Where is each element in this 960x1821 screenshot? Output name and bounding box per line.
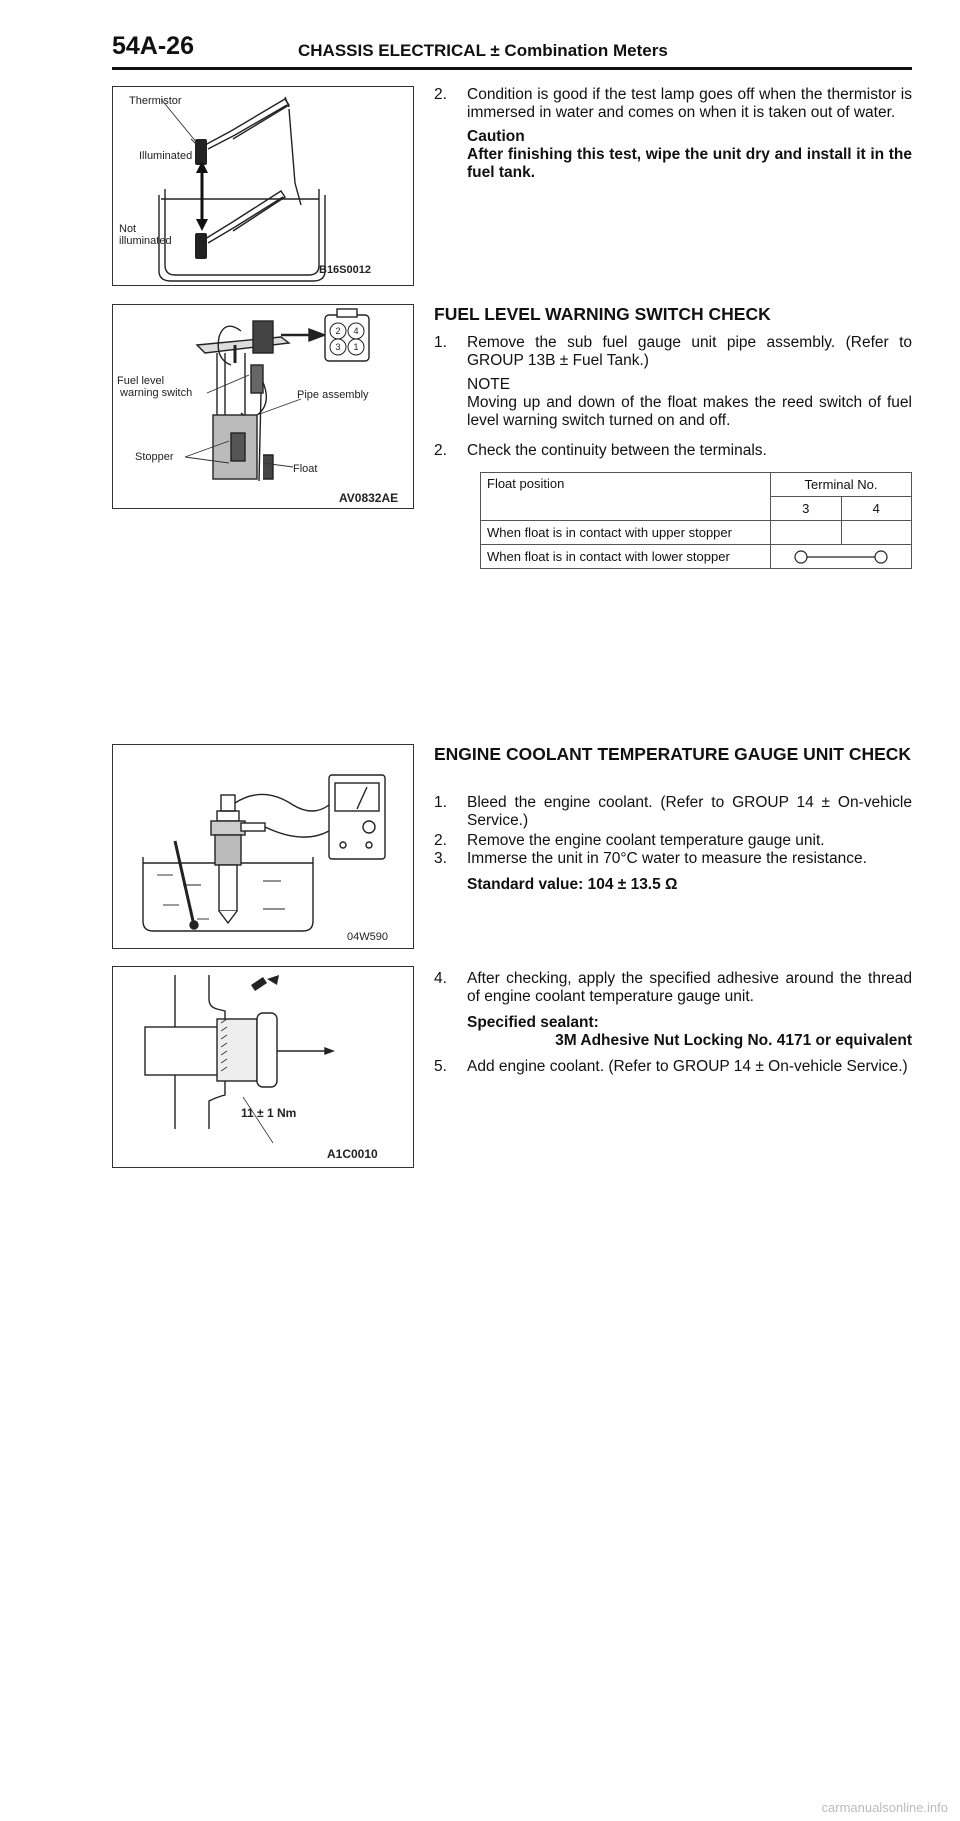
fuel-step-2 (434, 442, 912, 460)
label-float: Float (293, 463, 318, 475)
step-text: Check the continuity between the terminals. (467, 442, 767, 459)
header-rule (112, 67, 912, 70)
caution-label: Caution (467, 128, 525, 145)
adhesive-tube-icon (251, 977, 267, 991)
terminal-4: 4 (841, 497, 912, 521)
heading-fuel-level-switch: FUEL LEVEL WARNING SWITCH CHECK (434, 304, 771, 324)
step-text: Remove the sub fuel gauge unit pipe assembly. (Refer to GROUP 13B ± Fuel Tank.) (467, 334, 912, 369)
step-text: Condition is good if the test lamp goes off when the thermistor is immersed in water and comes on when it is taken out of water. (467, 86, 912, 121)
heading-coolant-gauge-check: ENGINE COOLANT TEMPERATURE GAUGE UNIT CHECK (434, 744, 912, 764)
table-row (481, 521, 912, 545)
coolant-gauge-illustration (113, 745, 413, 948)
standard-value: Standard value: 104 ± 13.5 Ω (467, 876, 678, 893)
step-number: 1. (434, 334, 447, 351)
label-stopper: Stopper (135, 451, 174, 463)
terminal-3: 3 (771, 497, 842, 521)
step-number: 2. (434, 442, 447, 459)
thermistor-illustration (113, 87, 413, 285)
note-text: Moving up and down of the float makes the reed switch of fuel level warning switch turned on and off. (467, 394, 912, 429)
step-number: 1. (434, 794, 447, 811)
page-title: CHASSIS ELECTRICAL ± Combination Meters (298, 41, 668, 60)
coolant-step-5 (434, 1058, 912, 1076)
coolant-step-4 (434, 970, 912, 1050)
step-number: 4. (434, 970, 447, 987)
figure-coolant-gauge (112, 744, 414, 949)
connector-pin: 1 (353, 342, 359, 352)
note-label: NOTE (467, 376, 511, 393)
label-thermistor: Thermistor (129, 95, 182, 107)
connector-pin: 2 (335, 326, 341, 336)
continuity-icon (771, 546, 911, 568)
sealant-value: 3M Adhesive Nut Locking No. 4171 or equivalent (555, 1032, 912, 1049)
figure-code: A1C0010 (327, 1147, 378, 1161)
fuel-step-1 (434, 334, 912, 430)
step-text: Bleed the engine coolant. (Refer to GROUP 14 ± On-vehicle Service.) (467, 794, 912, 829)
figure-code: B16S0012 (319, 264, 371, 276)
figure-adhesive-torque (112, 966, 414, 1168)
header-float-position: Float position (481, 473, 771, 521)
header-terminal-no: Terminal No. (771, 473, 912, 497)
coolant-step-3 (434, 850, 912, 894)
caution-text: After finishing this test, wipe the unit dry and install it in the fuel tank. (467, 146, 912, 181)
step-number: 5. (434, 1058, 447, 1075)
footer-watermark: carmanualsonline.info (821, 1800, 948, 1815)
figure-thermistor (112, 86, 414, 286)
thermistor-lower (195, 233, 207, 259)
page-code: 54A-26 (112, 32, 194, 60)
continuity-table (480, 472, 912, 569)
sealant-label: Specified sealant: (467, 1014, 599, 1031)
step-text: Remove the engine coolant temperature gauge unit. (467, 832, 825, 849)
step-text: Immerse the unit in 70°C water to measure the resistance. (467, 850, 867, 867)
figure-code: AV0832AE (339, 491, 399, 505)
figure-fuel-switch (112, 304, 414, 509)
thermistor-step-2 (434, 86, 912, 182)
row-lower-stopper: When float is in contact with lower stopper (481, 545, 771, 569)
coolant-step-2 (434, 832, 912, 850)
label-fuel-level-switch: Fuel level warning switch (117, 375, 193, 399)
step-text: Add engine coolant. (Refer to GROUP 14 ± On-vehicle Service.) (467, 1058, 908, 1075)
step-number: 2. (434, 86, 447, 103)
table-row (481, 545, 912, 569)
label-not-illuminated: Not illuminated (119, 223, 172, 247)
label-pipe-assembly: Pipe assembly (297, 389, 369, 401)
fuel-switch-illustration (113, 305, 413, 508)
connector-pin: 3 (335, 342, 341, 352)
label-illuminated: Illuminated (139, 150, 193, 162)
figure-code: 04W590 (347, 931, 388, 943)
step-number: 2. (434, 832, 447, 849)
row-upper-stopper: When float is in contact with upper stopper (481, 521, 771, 545)
torque-label: 11 ± 1 Nm (241, 1106, 297, 1120)
continuity-mark (771, 545, 912, 569)
step-text: After checking, apply the specified adhesive around the thread of engine coolant temperature gauge unit. (467, 970, 912, 1005)
coolant-step-1 (434, 794, 912, 830)
connector-pin: 4 (353, 326, 359, 336)
adhesive-torque-illustration (113, 967, 413, 1167)
table-row (481, 473, 912, 497)
step-number: 3. (434, 850, 447, 867)
